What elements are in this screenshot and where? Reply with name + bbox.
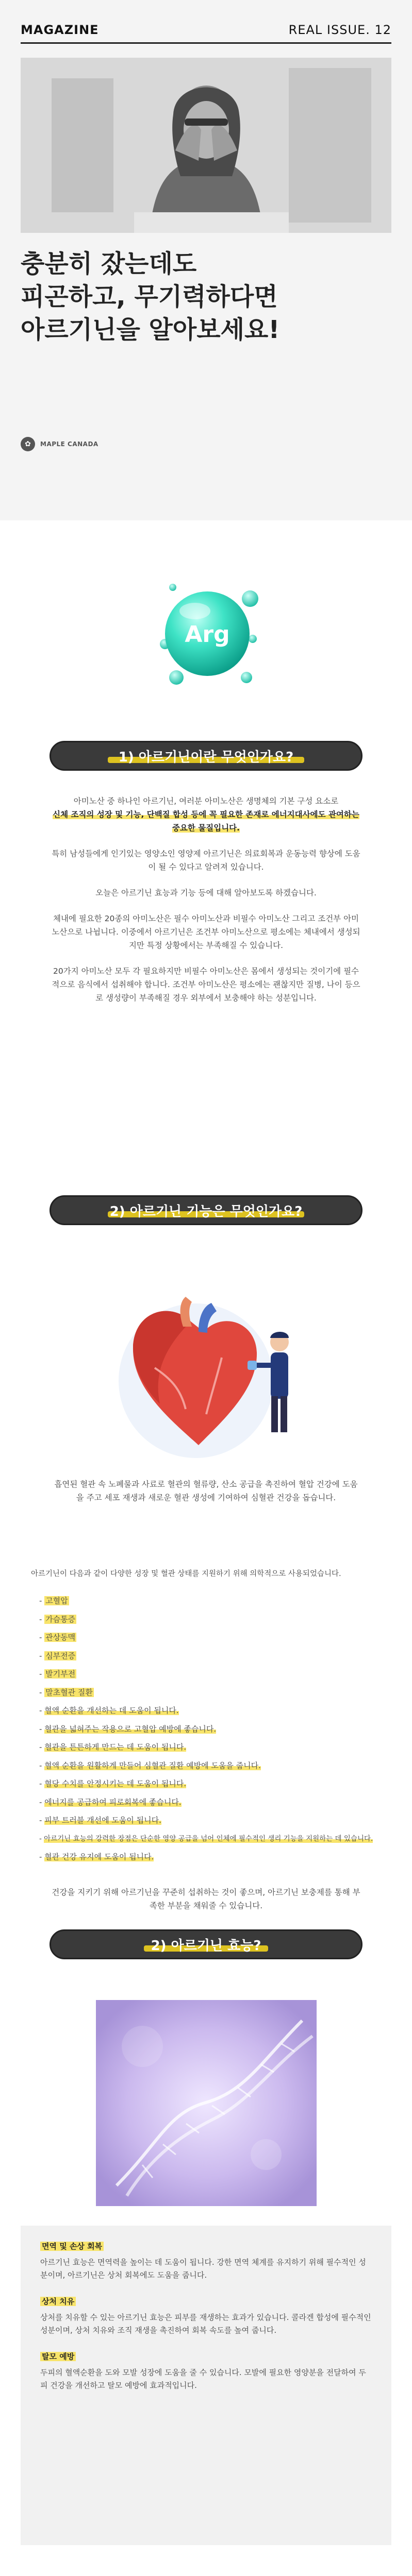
section2-p3-block	[31, 1567, 381, 1581]
list-item: - 가슴통증	[39, 1611, 380, 1629]
list-item: - 혈관을 튼튼하게 만드는 데 도움이 됩니다.	[39, 1738, 380, 1757]
hero-photo-illustration	[21, 58, 391, 233]
list-item: - 혈당 수치를 안정시키는 데 도움이 됩니다.	[39, 1775, 380, 1793]
arginine-sphere-graphic	[144, 567, 268, 690]
list-item: - 아르기닌 효능의 강력한 장점은 단순한 영양 공급을 넘어 인체에 필수적인 생리 기능을 지원하는 데 있습니다.	[39, 1830, 380, 1849]
benefit-item	[40, 2350, 372, 2392]
list-item: - 관상동맥	[39, 1629, 380, 1647]
hero-title-line3: 아르기닌을 알아보세요!	[21, 315, 280, 344]
heart-illustration	[93, 1291, 320, 1466]
list-item: - 고혈압	[39, 1592, 380, 1611]
section3-card	[21, 2226, 391, 2545]
list-item: - 말초혈관 질환	[39, 1684, 380, 1702]
benefit-heading: 면역 및 손상 회복	[40, 2242, 104, 2251]
arginine-molecule-icon	[144, 567, 268, 690]
hero-title-line1: 충분히 잤는데도	[21, 249, 197, 278]
list-item: - 혈관 건강 유지에 도움이 됩니다.	[39, 1848, 380, 1867]
section1-title-banner	[50, 741, 362, 771]
section1-body	[52, 794, 360, 1005]
header-section	[0, 0, 412, 520]
benefit-body: 두피의 혈액순환을 도와 모발 성장에 도움을 줄 수 있습니다. 모발에 필요한 영양분을 전달하여 두피 건강을 개선하고 탈모 예방에 효과적입니다.	[40, 2368, 366, 2390]
benefit-body: 아르기닌 효능은 면역력을 높이는 데 도움이 됩니다. 강한 면역 체계를 유지하기 위해 필수적인 성분이며, 아르기닌은 상처 회복에도 도움을 줍니다.	[40, 2258, 366, 2280]
section1-p1b: 신체 조직의 성장 및 기능, 단백질 합성 등에 꼭 필요한 존재로 에너지대사에도 관여하는 중요한 물질입니다.	[53, 810, 359, 833]
section3-title-banner	[50, 1929, 362, 1959]
section3-title: 2) 아르기닌 효능?	[151, 1938, 261, 1954]
heart-doctor-illustration	[93, 1291, 320, 1466]
list-item: - 피부 트러블 개선에 도움이 됩니다.	[39, 1811, 380, 1830]
topbar	[21, 23, 391, 44]
section2-title-banner	[50, 1195, 362, 1225]
list-item: - 혈액 순환을 개선하는 데 도움이 됩니다.	[39, 1702, 380, 1720]
section2-outro	[52, 1886, 360, 1912]
section2-list	[39, 1592, 380, 1867]
list-item: - 혈관을 넓혀주는 작용으로 고혈압 예방에 좋습니다.	[39, 1720, 380, 1739]
benefit-heading: 탈모 예방	[40, 2352, 76, 2361]
arg-label: Arg	[185, 621, 230, 648]
benefit-item	[40, 2240, 372, 2282]
hero-title	[21, 247, 391, 346]
list-item: - 혈액 순환을 원활하게 만들어 심혈관 질환 예방에 도움을 줍니다.	[39, 1757, 380, 1775]
list-item: - 에너지를 공급하여 피로회복에 좋습니다.	[39, 1793, 380, 1812]
section1-p2: 특히 남성들에게 인기있는 영양소인 영양제 아르기닌은 의료회복과 운동능력 향상에 도움이 될 수 있다고 알려져 있습니다.	[52, 849, 360, 872]
section2-p3: 아르기닌이 다음과 같이 다양한 성장 및 혈관 상태를 지원하기 위해 의학적으로 사용되었습니다.	[31, 1570, 341, 1578]
section2-intro	[52, 1478, 360, 1512]
section2-title: 2) 아르기닌 기능은 무엇인가요?	[109, 1204, 303, 1219]
benefit-body: 상처를 치유할 수 있는 아르기닌 효능은 피부를 재생하는 효과가 있습니다. 콜라겐 합성에 필수적인 성분이며, 상처 치유와 조직 재생을 촉진하여 회복 속도를 높여 줍니다.	[40, 2313, 371, 2335]
section1-p4: 체내에 필요한 20종의 아미노산은 필수 아미노산과 비필수 아미노산 그리고 조건부 아미노산으로 나뉩니다. 이중에서 아르기닌은 조건부 아미노산으로 평소에는 체내에서 생성되지만 특정 상황에서는 부족해질 수 있습니다.	[52, 914, 360, 950]
section1-p1a: 아미노산 중 하나인 아르기닌, 여러분 아미노산은 생명체의 기본 구성 요소로	[73, 796, 339, 806]
section1-p3: 오늘은 아르기닌 효능과 기능 등에 대해 알아보도록 하겠습니다.	[95, 888, 317, 897]
section2-p4: 건강을 지키기 위해 아르기닌을 꾸준히 섭취하는 것이 좋으며, 아르기닌 보충제를 통해 부족한 부분을 채워줄 수 있습니다.	[52, 1888, 360, 1910]
section1-p5: 20가지 아미노산 모두 각 필요하지만 비필수 아미노산은 몸에서 생성되는 것이기에 필수적으로 음식에서 섭취해야 합니다. 조건부 아미노산은 평소에는 괜찮지만 질병, 나이 등으로 생성량이 부족해질 경우 외부에서 보충해야 하는 성분입니다.	[52, 967, 360, 1003]
hero-photo-tired-woman	[21, 58, 391, 233]
brand-name: MAPLE CANADA	[40, 440, 98, 448]
section1-title: 1) 아르기닌이란 무엇인가요?	[118, 749, 294, 765]
section2-p1: 흡연된 혈관 속 노폐물과 사료로 혈관의 혈류량, 산소 공급을 촉진하여 혈압 건강에 도움을 주고 세포 재생과 새로운 혈관 생성에 기여하여 심혈관 건강을 돕습니다.	[54, 1480, 358, 1502]
brand	[21, 434, 98, 454]
list-item: - 발기부전	[39, 1665, 380, 1684]
hero-title-line2: 피곤하고, 무기력하다면	[21, 282, 278, 311]
list-item: - 심부전증	[39, 1647, 380, 1666]
benefit-heading: 상처 치유	[40, 2297, 76, 2306]
dna-illustration	[96, 2000, 317, 2206]
dna-image	[96, 2000, 317, 2206]
maple-leaf-icon: ✿	[21, 437, 35, 451]
magazine-label: MAGAZINE	[21, 23, 99, 37]
issue-label: REAL ISSUE. 12	[288, 23, 391, 37]
benefit-item	[40, 2295, 372, 2337]
